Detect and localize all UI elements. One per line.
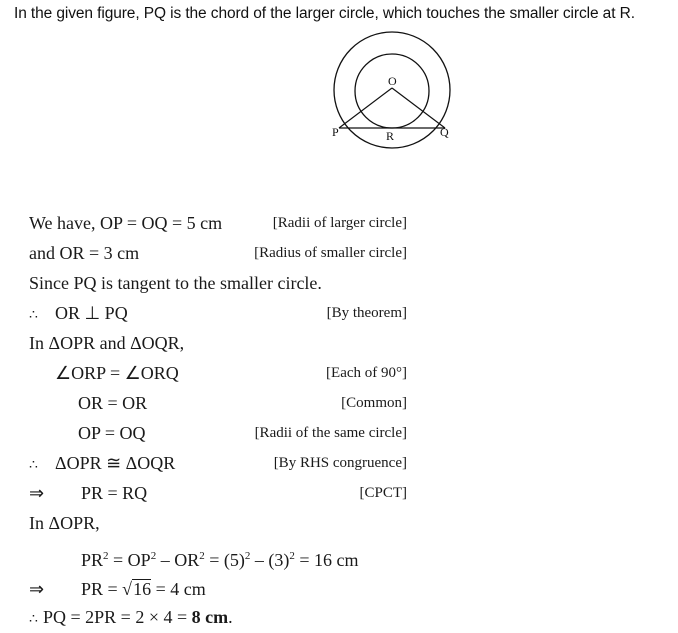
statement: OP = OQ — [78, 423, 146, 443]
reason: [Each of 90°] — [326, 365, 407, 381]
concentric-circles-figure — [320, 30, 470, 155]
statement: We have, OP = OQ = 5 cm — [29, 213, 223, 233]
solution-line-1 — [29, 208, 407, 238]
solution-line-13: ⇒ PR = √16 = 4 cm — [29, 574, 407, 604]
inner-circle — [355, 54, 429, 128]
reason: [Common] — [341, 395, 407, 411]
segment-oq — [392, 88, 445, 128]
statement: and OR = 3 cm — [29, 243, 140, 263]
label-r: R — [386, 129, 395, 143]
statement: Since PQ is tangent to the smaller circle. — [29, 273, 322, 293]
reason: [Radii of the same circle] — [254, 425, 407, 441]
solution-line-9 — [29, 448, 407, 478]
statement: PR = RQ — [81, 483, 148, 503]
statement: OR ⊥ PQ — [55, 303, 128, 323]
reason: [Radii of larger circle] — [272, 215, 407, 231]
sqrt-sign: √ — [122, 579, 133, 599]
solution-line-10 — [29, 478, 407, 508]
therefore-symbol: ∴ — [29, 612, 38, 627]
final-answer: 8 cm — [191, 607, 229, 627]
statement: OR = OR — [78, 393, 148, 413]
pythagoras-equation: $PR^2 = OP^2 - OR^2 = (5)^2 - (3)^2 = 16$ cm — [81, 550, 359, 570]
solution-line-4 — [29, 298, 407, 328]
reason: [By theorem] — [326, 305, 407, 321]
reason: [CPCT] — [359, 485, 407, 501]
solution-line-14: ∴ PQ = 2PR = 2 × 4 = 8 cm. — [29, 604, 407, 630]
question-text: In the given figure, PQ is the chord of the larger circle, which touches the smaller circle at R. — [14, 5, 635, 22]
solution-line-2 — [29, 238, 407, 268]
radicand: 16 — [133, 579, 152, 599]
therefore-symbol: ∴ — [29, 308, 38, 323]
label-o: O — [388, 74, 397, 88]
statement: ΔOPR ≅ ΔOQR — [55, 453, 176, 473]
solution-line-7 — [29, 388, 407, 418]
solution-line-6 — [29, 358, 407, 388]
statement: ∠ORP = ∠ORQ — [55, 363, 179, 383]
solution-line-3 — [29, 268, 407, 298]
reason: [By RHS congruence] — [273, 455, 407, 471]
solution-line-11 — [29, 508, 407, 538]
solution — [29, 208, 407, 630]
statement: In ΔOPR and ΔOQR, — [29, 333, 185, 353]
solution-line-12 — [29, 538, 407, 574]
statement: In ΔOPR, — [29, 513, 100, 533]
implies-symbol: ⇒ — [29, 483, 45, 503]
therefore-symbol: ∴ — [29, 458, 38, 473]
solution-line-5 — [29, 328, 407, 358]
reason: [Radius of smaller circle] — [254, 245, 407, 261]
solution-line-8 — [29, 418, 407, 448]
label-q: Q — [440, 125, 449, 139]
implies-symbol: ⇒ — [29, 579, 45, 599]
segment-op — [339, 88, 392, 128]
label-p: P — [332, 125, 339, 139]
